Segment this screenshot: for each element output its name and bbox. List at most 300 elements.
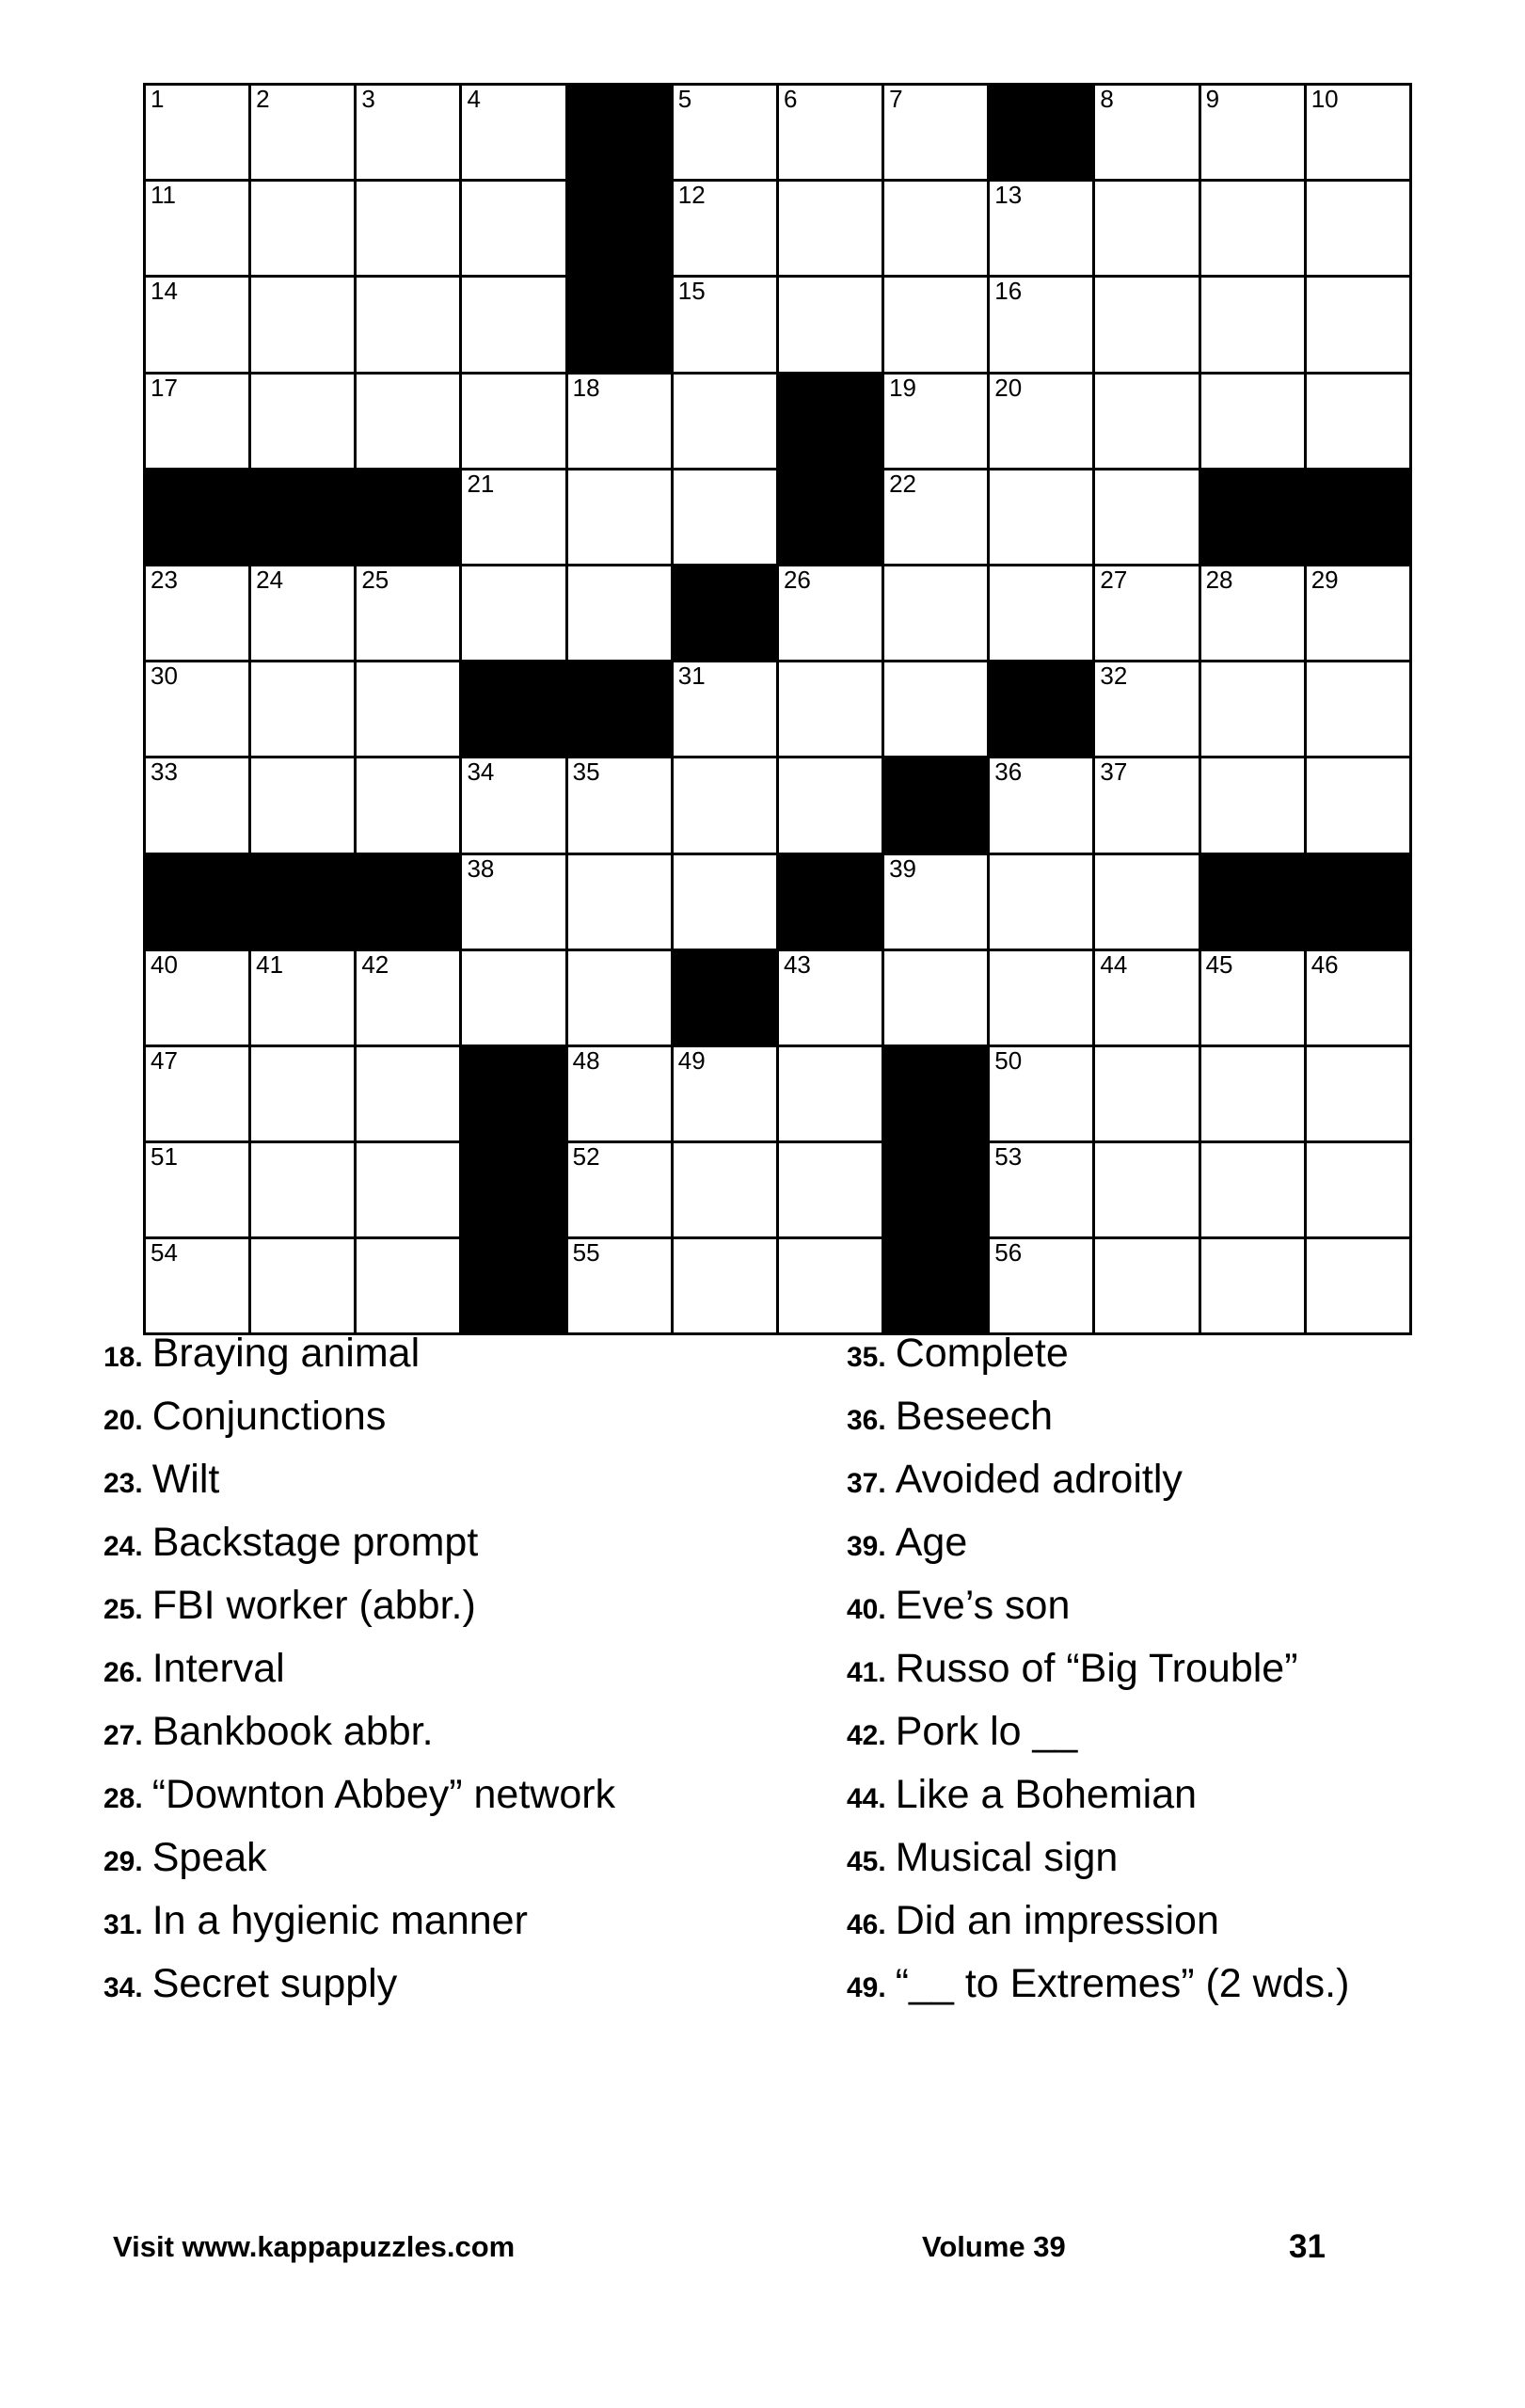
grid-block-cell	[461, 1238, 566, 1334]
grid-cell[interactable]	[250, 373, 356, 469]
grid-cell[interactable]	[883, 662, 989, 757]
clue-text: Speak	[151, 1835, 267, 1880]
grid-cell-number: 13	[994, 181, 1023, 210]
grid-cell[interactable]	[1094, 469, 1199, 565]
grid-cell-number: 47	[151, 1045, 178, 1075]
grid-row	[145, 757, 1411, 853]
grid-cell[interactable]	[461, 757, 566, 853]
grid-cell[interactable]	[672, 181, 777, 277]
grid-row	[145, 1142, 1411, 1238]
grid-cell[interactable]	[883, 181, 989, 277]
grid-cell[interactable]	[1094, 1045, 1199, 1141]
grid-cell[interactable]	[1094, 757, 1199, 853]
grid-cell[interactable]	[461, 853, 566, 949]
grid-cell[interactable]	[356, 1238, 461, 1334]
clue-number: 20.	[103, 1405, 143, 1436]
grid-cell-number: 29	[1311, 565, 1339, 594]
clue-number: 29.	[103, 1846, 143, 1877]
clue-item	[103, 1959, 724, 2013]
grid-block-cell	[777, 853, 882, 949]
clue-text: Musical sign	[895, 1835, 1119, 1880]
clue-number: 36.	[847, 1405, 886, 1436]
grid-cell-number: 56	[994, 1238, 1023, 1268]
grid-cell[interactable]	[1094, 85, 1199, 181]
clue-number: 41.	[847, 1657, 886, 1688]
clue-number: 28.	[103, 1783, 143, 1814]
clue-item	[847, 1959, 1468, 2013]
clue-text: Eve’s son	[895, 1583, 1071, 1628]
grid-cell[interactable]	[1199, 1142, 1305, 1238]
grid-cell[interactable]	[250, 85, 356, 181]
grid-cell[interactable]	[250, 757, 356, 853]
grid-cell-number: 15	[677, 277, 706, 306]
clue-item	[103, 1707, 724, 1761]
grid-cell[interactable]	[1305, 1045, 1410, 1141]
clue-number: 45.	[847, 1846, 886, 1877]
grid-cell[interactable]	[1305, 277, 1410, 373]
grid-row	[145, 1238, 1411, 1334]
grid-cell[interactable]	[989, 853, 1094, 949]
grid-cell[interactable]	[1199, 949, 1305, 1045]
grid-cell-number: 46	[1311, 949, 1339, 979]
grid-cell-number: 2	[256, 85, 270, 113]
grid-cell-number: 10	[1311, 85, 1339, 113]
grid-cell-number: 36	[994, 757, 1023, 787]
clue-text: Complete	[895, 1331, 1069, 1376]
grid-cell[interactable]	[566, 1238, 672, 1334]
grid-cell[interactable]	[461, 181, 566, 277]
clue-number: 26.	[103, 1657, 143, 1688]
grid-cell[interactable]	[566, 1142, 672, 1238]
grid-cell[interactable]	[883, 565, 989, 661]
clue-text: Interval	[151, 1646, 285, 1691]
grid-cell-number: 30	[151, 662, 178, 691]
grid-cell[interactable]	[356, 757, 461, 853]
grid-cell[interactable]	[566, 373, 672, 469]
grid-cell[interactable]	[989, 565, 1094, 661]
grid-cell[interactable]	[883, 277, 989, 373]
grid-cell[interactable]	[989, 469, 1094, 565]
grid-block-cell	[566, 85, 672, 181]
grid-cell-number: 52	[572, 1142, 600, 1172]
grid-cell-number: 41	[256, 949, 284, 979]
grid-cell[interactable]	[672, 1142, 777, 1238]
crossword-table[interactable]	[143, 83, 1412, 1335]
grid-row	[145, 373, 1411, 469]
grid-cell-number: 28	[1205, 565, 1233, 594]
grid-row	[145, 949, 1411, 1045]
clue-item	[847, 1392, 1468, 1445]
grid-cell[interactable]	[1305, 1142, 1410, 1238]
grid-cell-number: 54	[151, 1238, 178, 1268]
grid-cell[interactable]	[356, 1045, 461, 1141]
grid-cell[interactable]	[1199, 662, 1305, 757]
grid-block-cell	[461, 1045, 566, 1141]
grid-cell-number: 27	[1100, 565, 1128, 594]
grid-cell[interactable]	[672, 469, 777, 565]
grid-block-cell	[777, 469, 882, 565]
clue-text: Did an impression	[895, 1898, 1219, 1943]
grid-cell[interactable]	[883, 373, 989, 469]
grid-cell-number: 50	[994, 1045, 1023, 1075]
clue-number: 46.	[847, 1909, 886, 1940]
grid-cell[interactable]	[989, 181, 1094, 277]
clue-text: “__ to Extremes” (2 wds.)	[895, 1961, 1350, 2006]
grid-block-cell	[883, 1238, 989, 1334]
grid-cell[interactable]	[1305, 373, 1410, 469]
grid-cell[interactable]	[883, 469, 989, 565]
grid-cell[interactable]	[461, 469, 566, 565]
clue-text: FBI worker (abbr.)	[151, 1583, 476, 1628]
grid-block-cell	[250, 853, 356, 949]
clue-column-right	[847, 1329, 1468, 2022]
grid-cell-number: 35	[572, 757, 600, 787]
grid-block-cell	[883, 1142, 989, 1238]
grid-cell[interactable]	[356, 85, 461, 181]
grid-cell[interactable]	[989, 1238, 1094, 1334]
grid-cell-number: 22	[889, 469, 917, 498]
clue-text: Conjunctions	[151, 1394, 387, 1439]
grid-cell[interactable]	[461, 565, 566, 661]
clue-number: 18.	[103, 1342, 143, 1373]
grid-cell[interactable]	[1305, 85, 1410, 181]
grid-block-cell	[356, 469, 461, 565]
grid-cell[interactable]	[145, 565, 250, 661]
clue-item	[847, 1833, 1468, 1887]
grid-cell[interactable]	[145, 181, 250, 277]
page-footer	[0, 2230, 1525, 2296]
clue-number: 44.	[847, 1783, 886, 1814]
grid-cell-number: 21	[467, 469, 495, 498]
grid-block-cell	[1305, 469, 1410, 565]
grid-block-cell	[989, 662, 1094, 757]
grid-cell[interactable]	[145, 757, 250, 853]
grid-cell-number: 40	[151, 949, 178, 979]
grid-cell[interactable]	[883, 85, 989, 181]
clue-item	[847, 1518, 1468, 1571]
grid-cell[interactable]	[1199, 373, 1305, 469]
clue-text: Bankbook abbr.	[151, 1709, 434, 1754]
grid-cell[interactable]	[566, 565, 672, 661]
clue-item	[103, 1518, 724, 1571]
clue-column-left	[103, 1329, 724, 2022]
grid-cell[interactable]	[672, 373, 777, 469]
clue-item	[103, 1896, 724, 1950]
grid-cell[interactable]	[145, 85, 250, 181]
grid-row	[145, 662, 1411, 757]
grid-cell[interactable]	[461, 277, 566, 373]
grid-cell[interactable]	[777, 181, 882, 277]
clue-number: 35.	[847, 1342, 886, 1373]
grid-cell[interactable]	[672, 85, 777, 181]
clue-item	[103, 1455, 724, 1508]
grid-cell[interactable]	[989, 373, 1094, 469]
grid-cell[interactable]	[356, 662, 461, 757]
grid-cell-number: 24	[256, 565, 284, 594]
grid-cell-number: 45	[1205, 949, 1233, 979]
grid-cell[interactable]	[672, 757, 777, 853]
clue-number: 31.	[103, 1909, 143, 1940]
grid-cell[interactable]	[250, 662, 356, 757]
grid-cell[interactable]	[672, 1045, 777, 1141]
clue-number: 27.	[103, 1720, 143, 1751]
grid-block-cell	[1199, 469, 1305, 565]
grid-row	[145, 85, 1411, 181]
clue-item	[847, 1644, 1468, 1698]
clue-item	[103, 1392, 724, 1445]
grid-cell[interactable]	[777, 949, 882, 1045]
grid-cell[interactable]	[250, 1045, 356, 1141]
grid-cell[interactable]	[1305, 565, 1410, 661]
grid-cell-number: 55	[572, 1238, 600, 1268]
grid-row	[145, 469, 1411, 565]
grid-block-cell	[566, 662, 672, 757]
grid-cell[interactable]	[1094, 662, 1199, 757]
grid-cell[interactable]	[145, 949, 250, 1045]
grid-cell[interactable]	[989, 757, 1094, 853]
grid-cell[interactable]	[777, 565, 882, 661]
clue-number: 23.	[103, 1468, 143, 1499]
grid-block-cell	[777, 373, 882, 469]
clue-text: Beseech	[895, 1394, 1054, 1439]
clue-text: Backstage prompt	[151, 1520, 479, 1565]
grid-cell[interactable]	[1199, 181, 1305, 277]
grid-cell[interactable]	[1094, 1238, 1199, 1334]
clue-text: Pork lo __	[895, 1709, 1078, 1754]
grid-cell-number: 44	[1100, 949, 1128, 979]
grid-cell[interactable]	[250, 277, 356, 373]
grid-cell[interactable]	[145, 1238, 250, 1334]
grid-cell[interactable]	[145, 1045, 250, 1141]
grid-cell[interactable]	[777, 662, 882, 757]
grid-cell-number: 53	[994, 1142, 1023, 1172]
grid-cell-number: 37	[1100, 757, 1128, 787]
clue-item	[847, 1770, 1468, 1824]
clue-text: Age	[895, 1520, 968, 1565]
grid-cell[interactable]	[989, 277, 1094, 373]
grid-cell[interactable]	[461, 373, 566, 469]
grid-cell[interactable]	[461, 949, 566, 1045]
grid-cell-number: 38	[467, 853, 495, 883]
clue-number: 42.	[847, 1720, 886, 1751]
grid-cell[interactable]	[1094, 373, 1199, 469]
grid-cell[interactable]	[1199, 565, 1305, 661]
grid-cell[interactable]	[356, 373, 461, 469]
grid-cell[interactable]	[1094, 1142, 1199, 1238]
grid-block-cell	[883, 1045, 989, 1141]
grid-cell-number: 14	[151, 277, 178, 306]
grid-cell[interactable]	[989, 949, 1094, 1045]
grid-cell[interactable]	[1094, 565, 1199, 661]
grid-cell[interactable]	[1199, 1238, 1305, 1334]
clue-item	[847, 1329, 1468, 1382]
grid-cell[interactable]	[1094, 949, 1199, 1045]
grid-cell-number: 18	[572, 373, 600, 402]
clue-number: 37.	[847, 1468, 886, 1499]
grid-cell[interactable]	[566, 469, 672, 565]
grid-cell[interactable]	[145, 277, 250, 373]
grid-cell-number: 11	[151, 181, 176, 210]
grid-block-cell	[672, 949, 777, 1045]
grid-cell-number: 8	[1100, 85, 1114, 113]
grid-block-cell	[989, 85, 1094, 181]
grid-row	[145, 277, 1411, 373]
clues-section	[103, 1329, 1439, 2223]
grid-cell-number: 5	[677, 85, 692, 113]
clue-item	[103, 1644, 724, 1698]
grid-cell[interactable]	[1199, 1045, 1305, 1141]
clue-number: 34.	[103, 1972, 143, 2003]
clue-text: Braying animal	[151, 1331, 421, 1376]
grid-block-cell	[461, 1142, 566, 1238]
grid-cell-number: 19	[889, 373, 917, 402]
clue-item	[847, 1896, 1468, 1950]
clue-item	[103, 1770, 724, 1824]
grid-block-cell	[356, 853, 461, 949]
grid-cell[interactable]	[989, 1142, 1094, 1238]
grid-cell[interactable]	[145, 662, 250, 757]
grid-cell[interactable]	[777, 1045, 882, 1141]
grid-cell-number: 20	[994, 373, 1023, 402]
grid-cell[interactable]	[566, 949, 672, 1045]
grid-cell-number: 1	[151, 85, 165, 113]
grid-cell[interactable]	[566, 757, 672, 853]
grid-cell[interactable]	[777, 1142, 882, 1238]
footer-volume-text: Volume 39	[922, 2230, 1066, 2263]
grid-cell[interactable]	[250, 1238, 356, 1334]
grid-cell[interactable]	[1305, 949, 1410, 1045]
grid-block-cell	[250, 469, 356, 565]
grid-cell[interactable]	[777, 1238, 882, 1334]
clue-number: 25.	[103, 1594, 143, 1625]
grid-cell[interactable]	[356, 181, 461, 277]
grid-cell[interactable]	[356, 565, 461, 661]
grid-cell[interactable]	[566, 853, 672, 949]
grid-block-cell	[1199, 853, 1305, 949]
grid-cell-number: 42	[361, 949, 389, 979]
clue-number: 40.	[847, 1594, 886, 1625]
grid-cell[interactable]	[356, 277, 461, 373]
grid-row	[145, 1045, 1411, 1141]
grid-cell[interactable]	[777, 757, 882, 853]
clue-item	[103, 1329, 724, 1382]
grid-block-cell	[566, 277, 672, 373]
grid-cell[interactable]	[250, 949, 356, 1045]
grid-cell-number: 43	[783, 949, 811, 979]
clue-number: 39.	[847, 1531, 886, 1562]
grid-cell[interactable]	[1199, 85, 1305, 181]
grid-cell[interactable]	[1094, 181, 1199, 277]
grid-cell-number: 48	[572, 1045, 600, 1075]
footer-visit-text: Visit www.kappapuzzles.com	[113, 2230, 516, 2263]
grid-cell-number: 25	[361, 565, 389, 594]
grid-cell[interactable]	[1305, 757, 1410, 853]
clue-text: Wilt	[151, 1457, 220, 1502]
grid-cell-number: 9	[1205, 85, 1220, 113]
clue-number: 24.	[103, 1531, 143, 1562]
grid-cell[interactable]	[566, 1045, 672, 1141]
grid-cell[interactable]	[672, 853, 777, 949]
clue-item	[103, 1581, 724, 1635]
clue-text: Secret supply	[151, 1961, 398, 2006]
grid-cell[interactable]	[1094, 277, 1199, 373]
grid-cell-number: 4	[467, 85, 481, 113]
grid-cell[interactable]	[777, 85, 882, 181]
grid-cell-number: 7	[889, 85, 903, 113]
grid-cell-number: 23	[151, 565, 178, 594]
grid-cell[interactable]	[777, 277, 882, 373]
grid-cell[interactable]	[672, 1238, 777, 1334]
crossword-grid[interactable]	[143, 83, 1375, 1297]
grid-cell-number: 6	[783, 85, 798, 113]
grid-cell[interactable]	[1305, 1238, 1410, 1334]
grid-cell-number: 49	[677, 1045, 706, 1075]
clue-number: 49.	[847, 1972, 886, 2003]
grid-cell[interactable]	[461, 85, 566, 181]
grid-cell-number: 34	[467, 757, 495, 787]
grid-block-cell	[145, 853, 250, 949]
grid-cell[interactable]	[883, 949, 989, 1045]
grid-cell-number: 16	[994, 277, 1023, 306]
grid-cell-number: 51	[151, 1142, 178, 1172]
grid-block-cell	[461, 662, 566, 757]
clue-text: Russo of “Big Trouble”	[895, 1646, 1298, 1691]
grid-cell[interactable]	[672, 277, 777, 373]
grid-cell-number: 31	[677, 662, 706, 691]
grid-cell-number: 39	[889, 853, 917, 883]
grid-block-cell	[566, 181, 672, 277]
grid-block-cell	[672, 565, 777, 661]
clue-text: Avoided adroitly	[895, 1457, 1183, 1502]
footer-page-number: 31	[1289, 2228, 1326, 2265]
grid-cell[interactable]	[250, 181, 356, 277]
grid-cell-number: 12	[677, 181, 706, 210]
grid-cell[interactable]	[883, 853, 989, 949]
grid-cell-number: 17	[151, 373, 178, 402]
grid-cell[interactable]	[1199, 277, 1305, 373]
grid-block-cell	[145, 469, 250, 565]
clue-text: In a hygienic manner	[151, 1898, 528, 1943]
grid-cell-number: 32	[1100, 662, 1128, 691]
grid-cell[interactable]	[1199, 757, 1305, 853]
grid-cell[interactable]	[250, 1142, 356, 1238]
clue-text: Like a Bohemian	[895, 1772, 1198, 1817]
grid-cell-number: 3	[361, 85, 375, 113]
clue-text: “Downton Abbey” network	[151, 1772, 616, 1817]
grid-cell[interactable]	[989, 1045, 1094, 1141]
grid-cell[interactable]	[145, 373, 250, 469]
clue-item	[847, 1707, 1468, 1761]
grid-block-cell	[883, 757, 989, 853]
grid-cell[interactable]	[356, 1142, 461, 1238]
grid-block-cell	[1305, 853, 1410, 949]
grid-cell[interactable]	[250, 565, 356, 661]
grid-row	[145, 181, 1411, 277]
grid-cell[interactable]	[1094, 853, 1199, 949]
grid-cell[interactable]	[356, 949, 461, 1045]
grid-row	[145, 853, 1411, 949]
grid-cell-number: 26	[783, 565, 811, 594]
grid-cell[interactable]	[1305, 662, 1410, 757]
grid-cell[interactable]	[672, 662, 777, 757]
clue-item	[103, 1833, 724, 1887]
clue-item	[847, 1455, 1468, 1508]
grid-cell-number: 33	[151, 757, 178, 787]
grid-cell[interactable]	[145, 1142, 250, 1238]
grid-row	[145, 565, 1411, 661]
grid-cell[interactable]	[1305, 181, 1410, 277]
clue-item	[847, 1581, 1468, 1635]
